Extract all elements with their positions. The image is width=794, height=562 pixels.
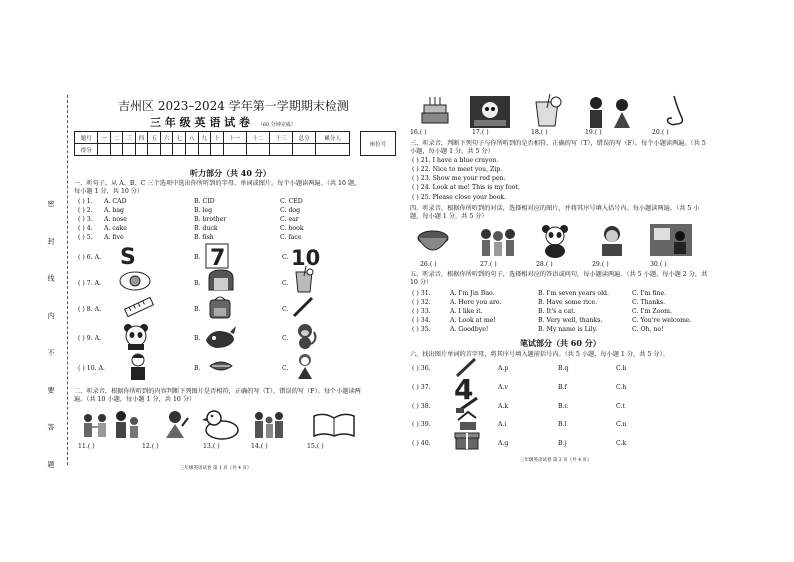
q2-answer-15[interactable]: 15.( ) xyxy=(307,443,324,450)
q5-option-a: A. Look at me! xyxy=(450,317,496,324)
q29-answer[interactable]: 29.( ) xyxy=(592,261,609,268)
schoolbag-icon xyxy=(207,294,233,320)
whale-icon xyxy=(204,324,238,350)
seat-table xyxy=(360,131,396,156)
score-cell[interactable] xyxy=(173,144,186,156)
q17-answer[interactable]: 17.( ) xyxy=(472,129,489,136)
q6-option-c: C.b xyxy=(616,365,627,372)
girl-icon xyxy=(292,351,318,381)
q7-num[interactable]: ( ) 7. A. xyxy=(78,280,102,287)
col-11: 十一 xyxy=(223,132,246,144)
score-cell[interactable] xyxy=(135,144,148,156)
q27-answer[interactable]: 27.( ) xyxy=(480,261,497,268)
q8-num[interactable]: ( ) 8. A. xyxy=(78,306,102,313)
q1-num[interactable]: ( ) 1. xyxy=(78,198,93,205)
q6-num[interactable]: ( ) 38. xyxy=(412,403,431,410)
q6-num[interactable]: ( ) 36. xyxy=(412,365,431,372)
q28-answer[interactable]: 28.( ) xyxy=(536,261,553,268)
listening-header: 听力部分（共 40 分） xyxy=(190,168,271,178)
q1-option-b: B. brother xyxy=(194,216,227,223)
score-cell[interactable] xyxy=(223,144,246,156)
q1-option-c: C. book xyxy=(280,225,304,232)
q10-label-b: B. xyxy=(194,365,201,372)
mouth-lips-icon xyxy=(208,358,234,374)
q9-label-c: C. xyxy=(282,335,289,342)
q10-num[interactable]: ( ) 10. A. xyxy=(78,365,106,372)
q6-option-c: C.t xyxy=(616,403,625,410)
q5-num[interactable]: ( ) 35. xyxy=(412,326,431,333)
col-3: 三 xyxy=(123,132,136,144)
q2-answer-11[interactable]: 11.( ) xyxy=(78,443,95,450)
duration-text: （60 分钟完成） xyxy=(257,122,296,128)
written-header: 笔试部分（共 60 分） xyxy=(520,338,601,348)
q6-option-a: A.i xyxy=(498,421,507,428)
right-footer: 三年级英语试卷 第 2 页（共 4 页） xyxy=(520,458,592,463)
fried-egg-icon xyxy=(118,270,152,292)
kids-handshake-icon xyxy=(80,412,110,440)
score-cell[interactable] xyxy=(110,144,123,156)
row-label-tihao: 题号 xyxy=(75,132,98,144)
q6-label-b: B. xyxy=(194,254,201,261)
row-label-defen: 得分 xyxy=(75,144,98,156)
q1-option-c: C. dog xyxy=(280,207,301,214)
score-cell[interactable] xyxy=(123,144,136,156)
q6-option-a: A.v xyxy=(498,384,508,391)
q6-option-a: A.k xyxy=(498,403,509,410)
q9-label-b: B. xyxy=(194,335,201,342)
q1-option-a: A. five xyxy=(104,234,124,241)
score-cell[interactable] xyxy=(246,144,269,156)
q1-option-b: B. fish xyxy=(194,234,214,241)
q5-option-b: B. My name is Lily. xyxy=(538,326,598,333)
birthday-cake-icon xyxy=(420,95,450,127)
q1-option-c: C. face xyxy=(280,234,302,241)
classroom-scene-icon xyxy=(650,224,692,256)
col-7: 七 xyxy=(173,132,186,144)
q5-num[interactable]: ( ) 33. xyxy=(412,308,431,315)
q5-option-b: B. It's a cat. xyxy=(538,308,576,315)
q6-option-c: C.n xyxy=(616,421,627,428)
q1-option-c: C. CED xyxy=(280,198,303,205)
q5-option-b: B. Have some rice. xyxy=(538,299,598,306)
pencil-icon xyxy=(290,294,316,320)
q1-num[interactable]: ( ) 3. xyxy=(78,216,93,223)
q2-answer-13[interactable]: 13.( ) xyxy=(203,443,220,450)
score-cell[interactable] xyxy=(316,144,350,156)
q5-option-c: C. I'm Zoom. xyxy=(632,308,673,315)
q5-option-c: C. You're welcome. xyxy=(632,317,692,324)
col-8: 八 xyxy=(185,132,198,144)
q30-answer[interactable]: 30.( ) xyxy=(650,261,667,268)
q5-title: 五、听录音，根据你所听到的句子，选择相对应的答语或问句，每小题读两遍。（共 5 小题，每小题 2 分，共 10 分） xyxy=(410,271,708,287)
q1-option-b: B. CID xyxy=(194,198,215,205)
number-seven-icon xyxy=(205,243,229,269)
score-cell[interactable] xyxy=(211,144,224,156)
col-5: 五 xyxy=(148,132,161,144)
exam-subtitle xyxy=(150,114,296,130)
q6-num[interactable]: ( ) 40. xyxy=(412,440,431,447)
q6-option-a: A.g xyxy=(498,440,509,447)
q1-option-b: B. leg xyxy=(194,207,213,214)
q16-answer[interactable]: 16.( ) xyxy=(410,129,427,136)
q6-option-b: B.j xyxy=(558,440,567,447)
boy-eating-icon xyxy=(596,224,628,258)
score-table xyxy=(74,131,350,156)
score-cell[interactable] xyxy=(198,144,211,156)
q5-option-b: B. Very well, thanks. xyxy=(538,317,603,324)
q6-option-c: C.h xyxy=(616,384,627,391)
boy-icon xyxy=(124,352,152,382)
q1-title: 一、听句子，从 A、B、C 三个选项中选出你所听到的字母、单词或图片。每个小题读两遍。（共 10 题，每小题 1 分，共 10 分） xyxy=(74,180,361,196)
col-total: 总分 xyxy=(293,132,316,144)
svg-text:S: S xyxy=(120,245,136,267)
q5-option-a: A. Goodbye! xyxy=(450,326,489,333)
panda-toy-icon xyxy=(540,224,570,258)
q6-num[interactable]: ( ) 39. xyxy=(412,421,431,428)
q5-num[interactable]: ( ) 34. xyxy=(412,317,431,324)
subtitle-text: 三 年 级 英 语 试 卷 xyxy=(150,116,250,129)
q6-label-c: C. xyxy=(282,254,289,261)
q1-num[interactable]: ( ) 4. xyxy=(78,225,93,232)
q8-label-b: B. xyxy=(194,306,201,313)
col-4: 四 xyxy=(135,132,148,144)
q9-num[interactable]: ( ) 9. A. xyxy=(78,335,102,342)
svg-text:4: 4 xyxy=(454,374,474,402)
q20-answer[interactable]: 20.( ) xyxy=(652,129,669,136)
col-10: 十 xyxy=(211,132,224,144)
q1-option-a: A. nose xyxy=(104,216,127,223)
col-9: 九 xyxy=(198,132,211,144)
q6-option-a: A.p xyxy=(498,365,509,372)
q5-option-c: C. Oh, no! xyxy=(632,326,664,333)
q4-title: 四、听录音，根据你所听到的对话，选择相对应的图片，并将其序号填入括号内。每小题读两遍。（共 5 小题，每小题 1 分，共 5 分） xyxy=(410,205,700,221)
svg-text:7: 7 xyxy=(210,246,226,269)
score-cell[interactable] xyxy=(185,144,198,156)
teacher-girl-icon xyxy=(112,410,142,440)
q2-answer-12[interactable]: 12.( ) xyxy=(142,443,159,450)
q1-option-a: A. CAD xyxy=(104,198,127,205)
q3-row[interactable]: ( ) 22. Nice to meet you, Zip. xyxy=(412,166,503,173)
q1-option-a: A. bag xyxy=(104,207,125,214)
score-cell[interactable] xyxy=(160,144,173,156)
q19-answer[interactable]: 19.( ) xyxy=(585,129,602,136)
q6-option-b: B.l xyxy=(558,421,567,428)
q10-label-c: C. xyxy=(282,365,289,372)
gift-box-icon xyxy=(454,428,480,450)
q3-row[interactable]: ( ) 24. Look at me! This is my foot. xyxy=(412,184,520,191)
q5-num[interactable]: ( ) 32. xyxy=(412,299,431,306)
score-cell[interactable] xyxy=(269,144,292,156)
q7-label-b: B. xyxy=(194,280,201,287)
q3-row[interactable]: ( ) 23. Show me your red pen. xyxy=(412,175,506,182)
col-1: 一 xyxy=(98,132,111,144)
col-12: 十二 xyxy=(246,132,269,144)
score-cell[interactable] xyxy=(98,144,111,156)
q5-option-c: C. I'm fine. xyxy=(632,290,667,297)
panda-photo-icon xyxy=(470,96,510,128)
svg-text:10: 10 xyxy=(291,246,321,268)
q3-row[interactable]: ( ) 21. I have a blue crayon. xyxy=(412,157,499,164)
col-2: 二 xyxy=(110,132,123,144)
girl-waving-icon xyxy=(160,410,190,440)
q1-option-a: A. cake xyxy=(104,225,127,232)
letter-s-icon xyxy=(118,245,144,267)
family-icon xyxy=(252,410,286,440)
q1-option-c: C. ear xyxy=(280,216,299,223)
q6-title: 六、找出图片单词的首字母，将其序号填入题前括号内。（共 5 小题，每小题 1 分，共 5 分）。 xyxy=(410,351,669,358)
q1-num[interactable]: ( ) 5. xyxy=(78,234,93,241)
nose-icon xyxy=(662,94,688,128)
q26-answer[interactable]: 26.( ) xyxy=(420,261,437,268)
col-scorer: 累分人 xyxy=(316,132,350,144)
two-kids-icon xyxy=(584,96,636,130)
food-bowl-icon xyxy=(416,228,450,256)
q6-option-b: B.f xyxy=(558,384,567,391)
juice-glass-icon xyxy=(292,266,316,294)
q5-option-a: A. I'm Jin Bao. xyxy=(450,290,495,297)
q7-label-c: C. xyxy=(282,280,289,287)
q6-num[interactable]: ( ) 37. xyxy=(412,384,431,391)
seat-label: 座位号 xyxy=(361,132,396,156)
q2-answer-14[interactable]: 14.( ) xyxy=(251,443,268,450)
q3-title: 三、听录音，判断下列句子与你所听到的是否相符，正确的写（T），错误的写（F）。每个小题读两遍。（共 5 小题，每小题 1 分，共 5 分） xyxy=(410,140,706,156)
col-13: 十三 xyxy=(269,132,292,144)
q8-label-c: C. xyxy=(282,306,289,313)
q18-answer[interactable]: 18.( ) xyxy=(531,129,548,136)
panda-icon xyxy=(122,322,150,350)
q5-option-a: A. I like it. xyxy=(450,308,483,315)
score-cell[interactable] xyxy=(293,144,316,156)
children-group-icon xyxy=(478,226,518,258)
q6-option-c: C.k xyxy=(616,440,627,447)
q3-row[interactable]: ( ) 25. Please close your book. xyxy=(412,194,507,201)
q6-option-b: B.q xyxy=(558,365,569,372)
q5-option-a: A. Here you are. xyxy=(450,299,502,306)
juice-drink-icon xyxy=(530,94,564,128)
exam-title: 吉州区 2023–2024 学年第一学期期末检测 xyxy=(118,99,349,113)
open-book-icon xyxy=(312,412,356,438)
monkey-icon xyxy=(292,322,318,350)
score-cell[interactable] xyxy=(148,144,161,156)
number-ten-icon xyxy=(290,244,322,268)
q2-title: 二、听录音，根据你所听到的内容判断下列图片是否相符，正确的写（T），错误的写（F）。每个小题读两遍。（共 10 小题，每小题 1 分，共 10 分） xyxy=(74,388,361,404)
q1-option-b: B. duck xyxy=(194,225,218,232)
q5-option-b: B. I'm seven years old. xyxy=(538,290,609,297)
ruler-icon xyxy=(124,296,154,318)
q1-num[interactable]: ( ) 2. xyxy=(78,207,93,214)
bread-icon xyxy=(206,268,236,292)
col-6: 六 xyxy=(160,132,173,144)
side-seal-text: 密 封 线 内 不 要 答 题 xyxy=(47,200,55,482)
duck-icon xyxy=(202,408,240,440)
q6-option-b: B.c xyxy=(558,403,568,410)
q5-num[interactable]: ( ) 31. xyxy=(412,290,431,297)
left-footer: 三年级英语试卷 第 1 页（共 4 页） xyxy=(180,466,252,471)
q6-num[interactable]: ( ) 6. A. xyxy=(78,254,102,261)
q5-option-c: C. Thanks. xyxy=(632,299,666,306)
binding-line xyxy=(67,95,68,465)
